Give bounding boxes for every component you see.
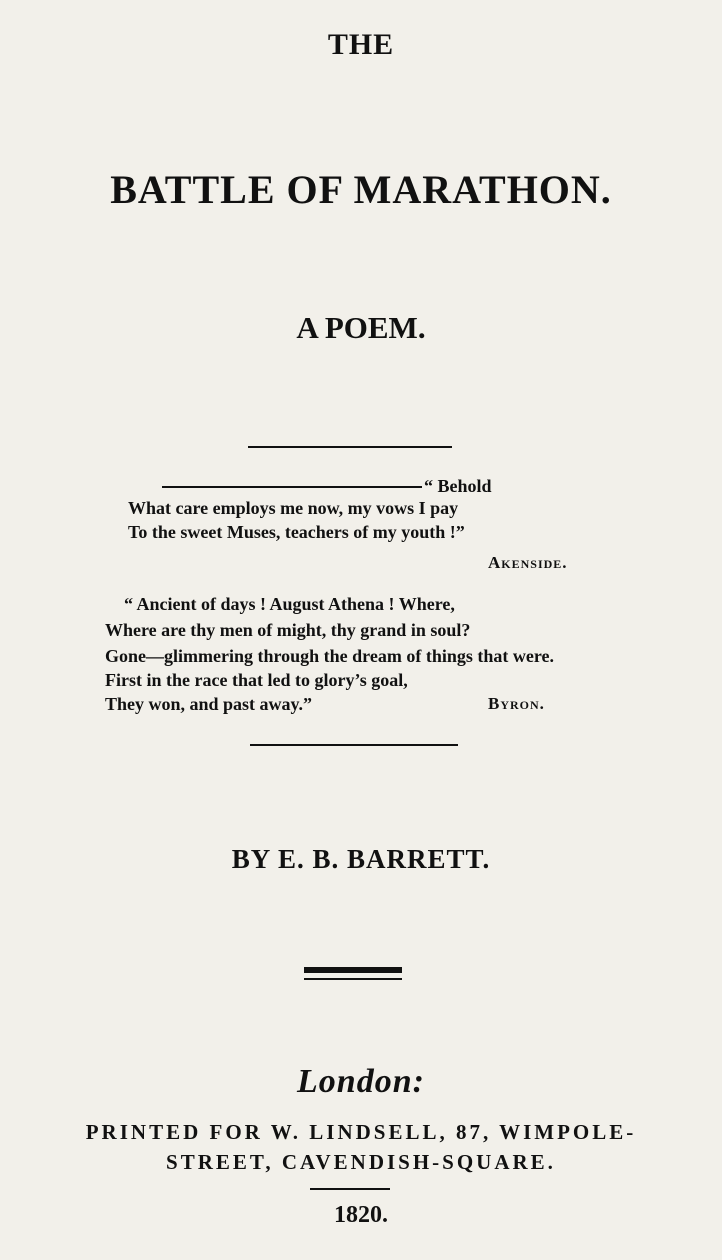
epigraph-line: They won, and past away.” [105,694,313,714]
epigraph-attribution: Byron. [488,694,545,713]
imprint-place: London: [297,1063,425,1100]
epigraph-line: What care employs me now, my vows I pay [128,498,459,518]
epigraph-line: “ Behold [424,476,492,496]
ornament-rule-thin [304,978,402,980]
bottom-divider [250,744,458,746]
title-article: THE [327,28,395,61]
epigraph-line: Where are thy men of might, thy grand in soul? [105,620,471,640]
top-divider [248,446,452,448]
epigraph-line: Gone—glimmering through the dream of things that were. [105,646,554,666]
epigraph-line: “ Ancient of days ! August Athena ! Where, [124,594,455,614]
imprint-address: STREET, CAVENDISH-SQUARE. [166,1150,556,1174]
book-title: BATTLE OF MARATHON. [110,167,612,212]
year-divider [310,1188,390,1190]
author-line: BY E. B. BARRETT. [231,844,491,874]
epigraph-line: To the sweet Muses, teachers of my youth !” [128,522,465,542]
epigraph-dash [162,486,422,488]
imprint-publisher: PRINTED FOR W. LINDSELL, 87, WIMPOLE- [85,1120,637,1144]
ornament-rule-thick [304,967,402,973]
book-subtitle: A POEM. [296,310,426,345]
epigraph-attribution: Akenside. [488,553,568,572]
imprint-year: 1820. [334,1202,388,1228]
epigraph-line: First in the race that led to glory’s goal, [105,670,408,690]
